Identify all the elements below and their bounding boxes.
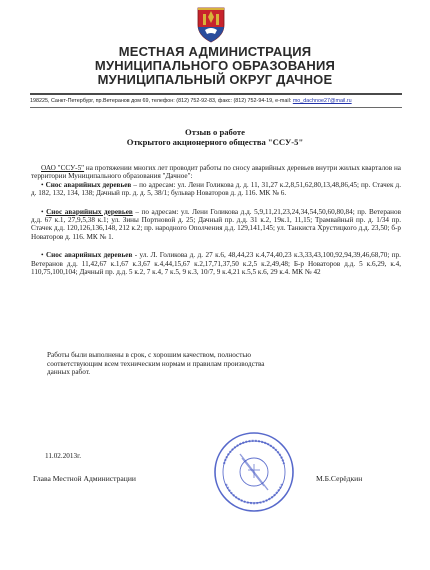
document-date: 11.02.2013г. — [45, 452, 82, 460]
contact-text: 198225, Санкт-Петербург, пр.Ветеранов дом 69, телефон: (812) 752-92-83, факс: (812) 752-94-19, e-mail: — [30, 98, 292, 104]
header-rule-thin — [30, 107, 402, 108]
bullet-2-label: Снос аварийных деревьев — [46, 207, 133, 216]
org-line-1: МЕСТНАЯ АДМИНИСТРАЦИЯ — [118, 44, 312, 59]
official-stamp-icon — [212, 430, 296, 514]
document-title — [100, 127, 330, 147]
bullet-3: • Снос аварийных деревьев - ул. Л. Голикова д. д. 27 к.6, 48,44,23 к.4,74,40,23 к.3,33,43,100,92,94,39,46,68,70; пр. Ветеранов д.д. 11,42,67 к.1,67 к.3,67 к.4,44,15,67 к.2,17,71,37,50 к.2,5 к.2,49,48; Б-р Новаторов д.д. 5 к.6,29, к.4, 110,75,100,104; Дачный пр. д.д. 5 к.2, 7 к.4, 7 к.5, 9 к.3, 10/7, 9 к.4,21 к.5,5 к.6, 29 к.4. МК № 42 — [31, 251, 401, 277]
bullet-1-label: Снос аварийных деревьев — [45, 180, 132, 189]
bullet-3-text: - ул. Л. Голикова д. д. 27 к.6, 48,44,23 к.4,74,40,23 к.3,33,43,100,92,94,39,46,68,70; пр. Ветеранов д.д. 11,42,67 к.1,67 к.3,67 к.4,44,15,67 к.2,17,71,37,50 к.2,5 к.2,49,48; Б-р Новаторов д.д. 5 к.6,29, к.4, 110,75,100,104; Дачный пр. д.д. 5 к.2, 7 к.4, 7 к.5, 9 к.3, 10/7, 9 к.4,21 к.5,5 к.6, 29 к.4. МК № 42 — [31, 251, 401, 277]
intro-text: на протяжении многих лет проводит работы по сносу аварийных деревьев внутри жилых кварталов на территории Муниципального образования "Дачное": — [31, 164, 401, 181]
organization-name — [40, 45, 390, 87]
signer-name: М.Б.Серёдкин — [316, 474, 363, 483]
title-line-1: Отзыв о работе — [185, 127, 245, 137]
company-name: ОАО "ССУ-5" — [41, 164, 85, 172]
org-line-2: МУНИЦИПАЛЬНОГО ОБРАЗОВАНИЯ — [94, 58, 336, 73]
contact-line — [30, 96, 402, 106]
email-link[interactable]: mo_dachnoe27@mail.ru — [292, 98, 352, 104]
intro-paragraph — [31, 164, 401, 181]
bullet-2: • Снос аварийных деревьев – по адресам: ул. Лени Голикова д.д. 5,9,11,21,23,24,34,54,50,60,80,84; пр. Ветеранов д.д. 67 к.1, 27,9,5,38 к.1; ул. Зины Портновой д. 25; Дачный пр. д.д. 31 к.2, 19к.1, 11,15; Трамвайный пр. д. 1/34 пр. Стачек д.д. 120,126,136,148, 212 к.2; пр. народного Ополчения д.д. 129,141,145; ул. Танкиста Хрустицкого д.д. 23,50; б-р Новаторов д. 116. МК № 1. — [31, 207, 401, 241]
coat-of-arms-icon — [195, 5, 227, 43]
bullet-1-text: – по адресам: ул. Лени Голикова д. д. 11, 31,27 к.2,8,51,62,80,13,48,86,45; пр. Стачек д. д. 182, 132, 134, 138; Дачный пр. д. д. 5, 38/1; бульвар Новаторов д. д. 116. МК № 6. — [31, 180, 401, 198]
letter-body — [31, 164, 401, 276]
org-line-3: МУНИЦИПАЛЬНЫЙ ОКРУГ ДАЧНОЕ — [97, 72, 333, 87]
title-line-2: Открытого акционерного общества "ССУ-5" — [126, 137, 304, 147]
bullet-1: • Снос аварийных деревьев – по адресам: ул. Лени Голикова д. д. 11, 31,27 к.2,8,51,62,80,13,48,86,45; пр. Стачек д. д. 182, 132, 134, 138; Дачный пр. д. д. 5, 38/1; бульвар Новаторов д. д. 116. МК № 6. — [31, 180, 401, 198]
signer-title: Глава Местной Администрации — [33, 474, 136, 483]
header-rule — [30, 93, 402, 95]
bullet-2-text: – по адресам: ул. Лени Голикова д.д. 5,9,11,21,23,24,34,54,50,60,80,84; пр. Ветеранов д.д. 67 к.1, 27,9,5,38 к.1; ул. Зины Портновой д. 25; Дачный пр. д.д. 31 к.2, 19к.1, 11,15; Трамвайный пр. д. 1/34 пр. Стачек д.д. 120,126,136,148, 212 к.2; пр. народного Ополчения д.д. 129,141,145; ул. Танкиста Хрустицкого д.д. 23,50; б-р Новаторов д. 116. МК № 1. — [31, 207, 401, 241]
bullet-3-label: Снос аварийных деревьев — [45, 251, 133, 260]
closing-paragraph: Работы были выполнены в срок, с хорошим качеством, полностью соответствующим всем техническим нормам и правилам производства данных работ. — [47, 351, 265, 377]
